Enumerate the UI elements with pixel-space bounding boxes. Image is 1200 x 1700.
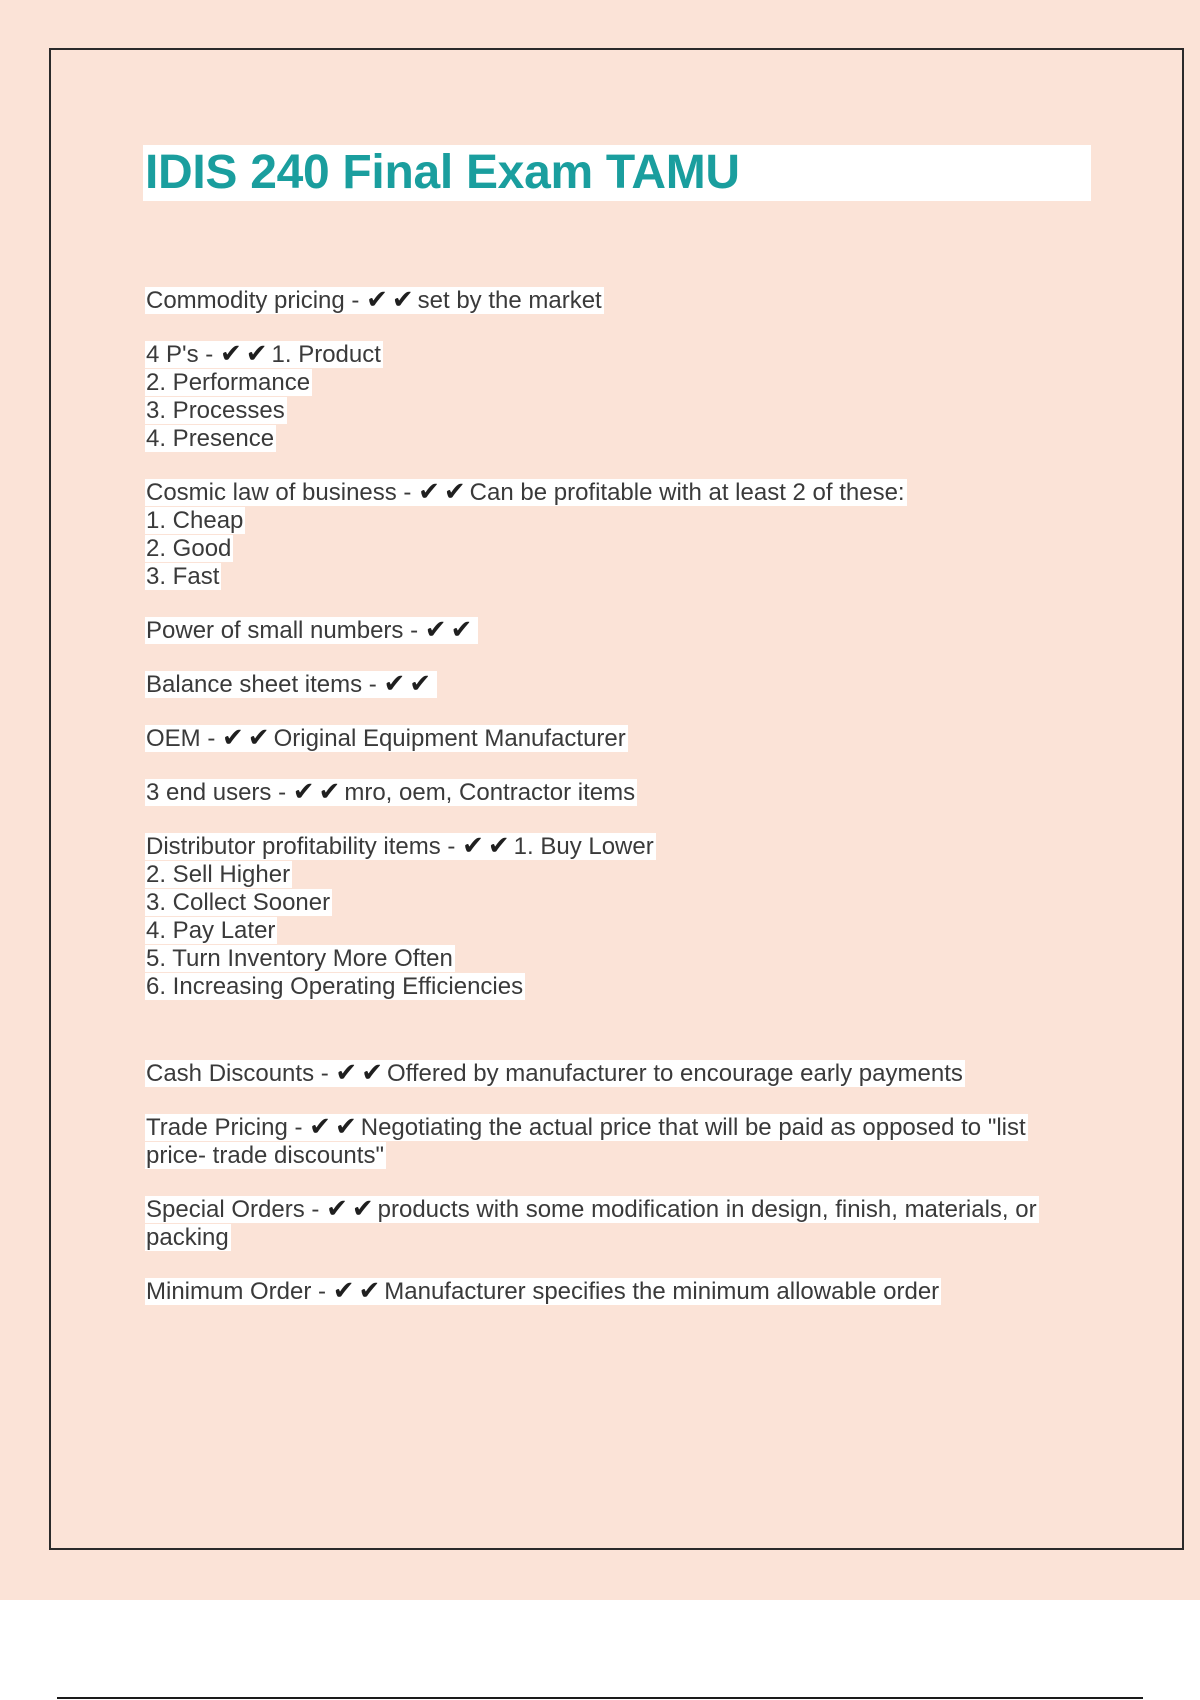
double-check-icon: ✔✔	[309, 1112, 361, 1142]
entry-answer: Offered by manufacturer to encourage early payments	[386, 1060, 963, 1087]
entry-term: Distributor profitability items	[146, 833, 441, 860]
entry-answer-continued: 2. Good	[146, 535, 232, 562]
flashcard-entry	[145, 1195, 1085, 1252]
entry-separator: -	[396, 479, 419, 506]
entry-term: Minimum Order	[146, 1278, 312, 1305]
text-highlight	[145, 425, 276, 452]
text-highlight	[145, 861, 292, 888]
entry-line	[145, 397, 1085, 425]
entry-separator: -	[271, 779, 293, 806]
entry-first-line	[145, 478, 1085, 507]
entry-answer: Negotiating the actual price that will be paid as opposed to "list	[360, 1114, 1026, 1141]
text-highlight	[145, 563, 221, 590]
text-highlight	[145, 1114, 1028, 1141]
entry-line	[145, 535, 1085, 563]
entry-answer: set by the market	[417, 287, 602, 314]
entry-answer-continued: 3. Processes	[146, 397, 285, 424]
flashcard-entry	[145, 616, 1085, 645]
flashcard-entry	[145, 478, 1085, 591]
entry-line	[145, 1142, 1085, 1170]
entry-answer-continued: packing	[146, 1224, 229, 1251]
entry-answer-continued: 5. Turn Inventory More Often	[146, 945, 453, 972]
text-highlight	[145, 1060, 965, 1087]
entry-separator: -	[311, 1278, 333, 1305]
text-highlight	[145, 369, 312, 396]
entry-answer-continued: price- trade discounts"	[146, 1142, 384, 1169]
flashcard-entry	[145, 1059, 1085, 1088]
text-highlight	[145, 889, 332, 916]
entry-line	[145, 917, 1085, 945]
flashcard-entry	[145, 832, 1085, 1001]
entry-term: Cash Discounts	[146, 1060, 315, 1087]
entry-answer-continued: 4. Pay Later	[146, 917, 276, 944]
entry-separator: -	[314, 1060, 336, 1087]
double-check-icon: ✔✔	[383, 669, 436, 699]
entry-first-line	[145, 832, 1085, 861]
entry-term: OEM	[146, 725, 201, 752]
text-highlight	[145, 945, 455, 972]
double-check-icon: ✔✔	[219, 339, 272, 369]
entry-first-line	[145, 724, 1085, 753]
entry-answer-continued: 2. Performance	[146, 369, 311, 396]
entry-separator: -	[362, 671, 384, 698]
entry-line	[145, 369, 1085, 397]
entry-term: 4 P's	[146, 341, 199, 368]
double-check-icon: ✔✔	[222, 723, 274, 753]
text-highlight	[145, 479, 907, 506]
entry-first-line	[145, 1195, 1085, 1224]
entry-answer: Can be profitable with at least 2 of these:	[469, 479, 905, 506]
text-highlight	[145, 397, 287, 424]
entry-answer: products with some modification in design, finish, materials, or	[377, 1196, 1037, 1223]
entry-separator: -	[344, 287, 367, 314]
entry-answer-continued: 6. Increasing Operating Efficiencies	[146, 973, 524, 1000]
entry-answer-continued: 3. Fast	[146, 563, 220, 590]
entry-answer-continued: 4. Presence	[146, 425, 275, 452]
text-highlight	[145, 1196, 1039, 1223]
text-highlight	[145, 1278, 941, 1305]
entry-term: Cosmic law of business	[146, 479, 397, 506]
double-check-icon: ✔✔	[424, 615, 477, 645]
entry-line	[145, 425, 1085, 453]
text-highlight	[145, 973, 525, 1000]
double-check-icon: ✔✔	[462, 831, 514, 861]
flashcard-entry	[145, 724, 1085, 753]
entry-line	[145, 889, 1085, 917]
entry-separator: -	[304, 1196, 327, 1223]
entry-first-line	[145, 1059, 1085, 1088]
entry-first-line	[145, 616, 1085, 645]
footer-divider	[57, 1697, 1143, 1699]
entry-answer: 1. Buy Lower	[513, 833, 654, 860]
entry-first-line	[145, 1113, 1085, 1142]
flashcard-entry	[145, 778, 1085, 807]
text-highlight	[145, 725, 628, 752]
text-highlight	[145, 1224, 231, 1251]
text-highlight	[145, 617, 478, 644]
double-check-icon: ✔✔	[335, 1058, 387, 1088]
text-highlight	[145, 507, 245, 534]
entry-first-line	[145, 286, 1085, 315]
entry-line	[145, 861, 1085, 889]
text-highlight	[145, 833, 656, 860]
entry-answer-continued: 1. Cheap	[146, 507, 244, 534]
entry-line	[145, 507, 1085, 535]
entry-term: Commodity pricing	[146, 287, 345, 314]
entry-term: Balance sheet items	[146, 671, 363, 698]
text-highlight	[145, 535, 233, 562]
entry-term: Power of small numbers	[146, 617, 404, 644]
entry-answer-continued: 3. Collect Sooner	[146, 889, 331, 916]
double-check-icon: ✔✔	[292, 777, 345, 807]
entry-separator: -	[287, 1114, 310, 1141]
entry-line	[145, 563, 1085, 591]
flashcard-entry	[145, 340, 1085, 453]
entry-line	[145, 1224, 1085, 1252]
entry-line	[145, 945, 1085, 973]
text-highlight	[145, 917, 277, 944]
entry-line	[145, 973, 1085, 1001]
text-highlight	[145, 341, 383, 368]
entry-first-line	[145, 670, 1085, 699]
entry-separator: -	[198, 341, 220, 368]
entry-term: Trade Pricing	[146, 1114, 288, 1141]
entry-answer: Manufacturer specifies the minimum allowable order	[384, 1278, 940, 1305]
double-check-icon: ✔✔	[332, 1276, 385, 1306]
entry-term: 3 end users	[146, 779, 272, 806]
entry-first-line	[145, 778, 1085, 807]
entry-separator: -	[403, 617, 425, 644]
entry-term: Special Orders	[146, 1196, 305, 1223]
entry-first-line	[145, 340, 1085, 369]
entry-separator: -	[200, 725, 222, 752]
text-highlight	[145, 287, 604, 314]
text-highlight	[145, 671, 437, 698]
double-check-icon: ✔✔	[366, 285, 418, 315]
flashcard-entry	[145, 286, 1085, 315]
double-check-icon: ✔✔	[326, 1194, 378, 1224]
flashcard-entry	[145, 670, 1085, 699]
entry-first-line	[145, 1277, 1085, 1306]
entry-answer: Original Equipment Manufacturer	[273, 725, 626, 752]
text-highlight	[145, 779, 637, 806]
entry-separator: -	[440, 833, 463, 860]
text-highlight	[145, 1142, 386, 1169]
document-title: IDIS 240 Final Exam TAMU	[145, 146, 740, 199]
flashcard-list	[145, 286, 1085, 1331]
flashcard-entry	[145, 1277, 1085, 1306]
entry-answer-continued: 2. Sell Higher	[146, 861, 291, 888]
double-check-icon: ✔✔	[418, 477, 470, 507]
entry-answer: 1. Product	[271, 341, 381, 368]
flashcard-entry	[145, 1113, 1085, 1170]
entry-answer: mro, oem, Contractor items	[344, 779, 636, 806]
